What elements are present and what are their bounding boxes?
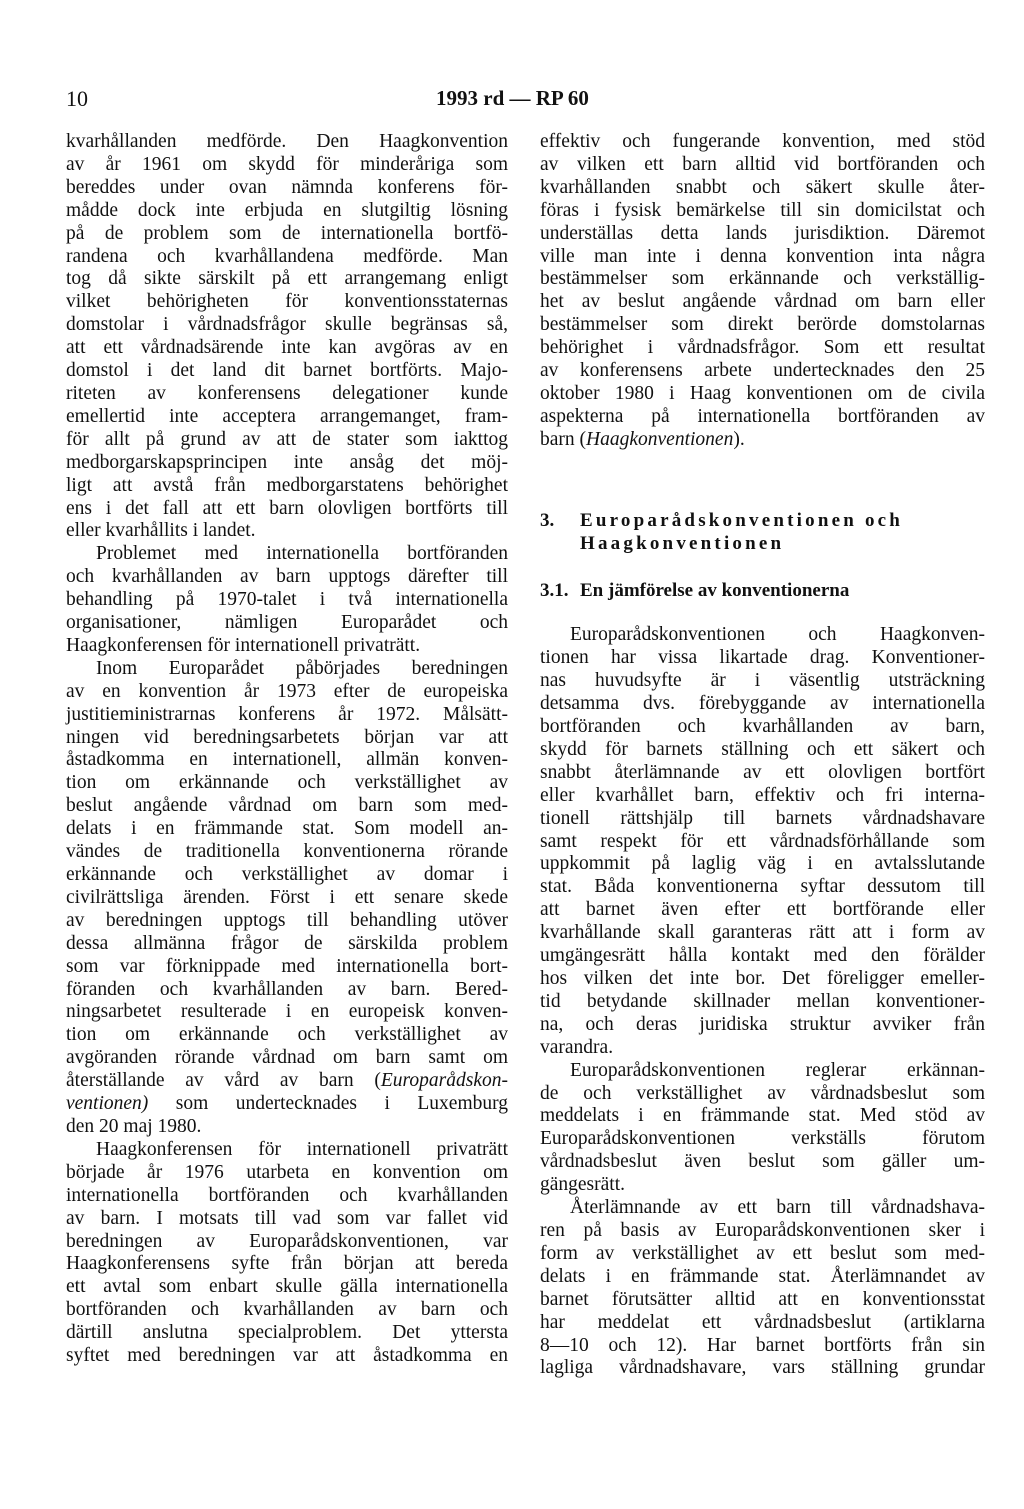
text-line: eller kvarhållits i landet. <box>66 520 256 542</box>
text-line: domstolar i vårdnadsfrågor skulle begränsas så, <box>66 314 508 336</box>
paragraph <box>66 543 508 658</box>
text-line: barnet förutsätter alltid att en konventionsstat <box>540 1288 985 1310</box>
text-line: detsamma dvs. förebyggande av internationella <box>540 693 985 715</box>
text-line: började år 1976 utarbeta en konvention om <box>66 1161 508 1183</box>
text-line: bestämmelser som direkt berörde domstolarnas <box>540 314 985 336</box>
text-line: vändes de traditionella konventionerna rörande <box>66 841 508 863</box>
text-line: meddelats i en främmande stat. Med stöd av <box>540 1105 985 1127</box>
text-line: syftet med beredningen var att åstadkomma en <box>66 1345 508 1367</box>
text-line: kvarhållanden snabbt och säkert skulle åter- <box>540 176 985 198</box>
text-line: av konferensens arbete undertecknades den 25 <box>540 360 985 382</box>
text-line: justitieministrarnas konferens år 1972. Målsätt- <box>66 703 508 725</box>
subsection-number: 3.1. <box>540 579 569 601</box>
text-line: att ett vårdnadsärende inte kan avgöras av en <box>66 337 508 359</box>
page-number: 10 <box>66 86 88 111</box>
text-line: vårdnadsbeslut även beslut som gäller um- <box>540 1151 985 1173</box>
paragraph <box>540 1060 985 1197</box>
text-line: snabbt återlämnande av ett olovligen bortfört <box>540 761 985 783</box>
text-run: som undertecknades i Luxemburg <box>148 1093 508 1115</box>
text-line: domstol i det land dit barnet bortförts. Majo- <box>66 360 508 382</box>
text-line: ens i det fall att ett barn olovligen bortförts till <box>66 497 508 519</box>
text-line: aspekterna på internationella bortföranden av <box>540 405 985 427</box>
text-line: därtill anslutna specialproblem. Det yttersta <box>66 1322 508 1344</box>
text-line: kvarhållanden medförde. Den Haagkonvention <box>66 131 508 152</box>
section-title-line2: Haagkonventionen <box>580 532 785 554</box>
subsection-title: En jämförelse av konventionerna <box>580 579 850 601</box>
text-line: skydd för barnets ställning och ett säkert och <box>540 738 985 760</box>
text-line: kvarhållande skall garanteras rätt att i form av <box>540 922 985 944</box>
text-line: gängesrätt. <box>540 1174 626 1196</box>
text-line: tid betydande skillnader mellan konventioner- <box>540 990 985 1012</box>
text-line: emellertid inte acceptera arrangemanget, fram- <box>66 405 508 427</box>
running-head: 1993 rd — RP 60 <box>436 86 589 110</box>
text-line: het av beslut angående vårdnad om barn eller <box>540 291 985 313</box>
text-line: delats i en främmande stat. Återlämnandet av <box>540 1265 985 1287</box>
text-line: hos vilken det inte bor. Det föreligger emeller- <box>540 968 985 989</box>
text-line: internationella bortföranden och kvarhållanden <box>66 1184 508 1206</box>
text-line: som var förknippade med internationella bort- <box>66 955 508 977</box>
text-line: na, och deras juridiska struktur avviker från <box>540 1013 985 1035</box>
text-line: ren på basis av Europarådskonventionen sker i <box>540 1219 985 1241</box>
text-line: Europarådskonventionen reglerar erkännan- <box>570 1059 985 1081</box>
spacer <box>540 602 985 624</box>
text-line: Inom Europarådet påbörjades beredningen <box>96 657 508 679</box>
text-line: behörighet i vårdnadsfrågor. Som ett resultat <box>540 337 985 359</box>
text-line: ville man inte i denna konvention inta några <box>540 245 985 267</box>
section-title-line1: Europarådskonventionen och <box>580 509 904 531</box>
text-line: bereddes under ovan nämnda konferens för- <box>66 176 508 198</box>
italic-title: Europarådskon- <box>380 1070 508 1092</box>
text-line: beredningen av Europarådskonventionen, var <box>66 1230 508 1252</box>
text-line: vilket behörigheten för konventionsstaternas <box>66 291 508 313</box>
paragraph <box>66 658 508 1139</box>
text-line: av beredningen upptogs till behandling utöver <box>66 909 508 931</box>
text-line: stat. Båda konventionerna syftar dessutom till <box>540 876 985 898</box>
text-line: effektiv och fungerande konvention, med stöd <box>540 131 985 152</box>
paragraph <box>540 1197 985 1380</box>
text-line: beslut angående vårdnad om barn som med- <box>66 795 508 817</box>
text-line: eller kvarhållet barn, effektiv och fri interna- <box>540 784 985 806</box>
text-line: oktober 1980 i Haag konventionen om de civila <box>540 382 985 404</box>
text-run: barn ( <box>540 428 587 450</box>
text-line: 8—10 och 12). Har barnet bortförts från sin <box>540 1334 985 1356</box>
text-line: och kvarhållanden av barn upptogs därefter till <box>66 566 508 588</box>
text-line: föranden och kvarhållanden av barn. Bered- <box>66 978 508 1000</box>
text-line: Europarådskonventionen verkställs förutom <box>540 1128 985 1150</box>
section-heading <box>540 510 985 556</box>
spacer <box>540 452 985 510</box>
paragraph <box>540 131 985 452</box>
text-line: erkännande och verkställighet av domar i <box>66 864 508 885</box>
text-line: samt respekt för ett vårdnadsförhållande som <box>540 830 985 852</box>
text-line: umgängesrätt hålla kontakt med den förälder <box>540 945 985 967</box>
text-line: randena och kvarhållandena medförde. Man <box>66 245 508 267</box>
text-line: av barn. I motsats till vad som var fallet vid <box>66 1207 508 1229</box>
section-heading-line <box>540 510 985 533</box>
text-line: åstadkomma en internationell, allmän konven- <box>66 749 508 771</box>
text-line: lagliga vårdnadshavare, vars ställning grundar <box>540 1357 985 1379</box>
text-line: bortföranden och kvarhållanden av barn och <box>66 1299 508 1321</box>
text-line: av år 1961 om skydd för minderåriga som <box>66 153 508 175</box>
text-line: form av verkställighet av ett beslut som med- <box>540 1242 985 1264</box>
text-line <box>66 1070 508 1093</box>
text-run: ). <box>733 428 745 450</box>
text-line: ligt att avstå från medborgarstatens behörighet <box>66 474 508 496</box>
right-column <box>540 131 985 1380</box>
text-line: Haagkonferensens syfte från början att bereda <box>66 1253 508 1275</box>
text-line: av en konvention år 1973 efter de europeiska <box>66 680 508 702</box>
text-line: av vilken ett barn alltid vid bortföranden och <box>540 153 985 175</box>
text-line: Haagkonferensen för internationell privaträtt <box>96 1138 508 1160</box>
text-line: Återlämnande av ett barn till vårdnadshava- <box>570 1197 985 1219</box>
text-line: Haagkonferensen för internationell privaträtt. <box>66 634 421 656</box>
text-line: delats i en främmande stat. Som modell an- <box>66 818 508 840</box>
text-line <box>66 1093 508 1116</box>
text-line: tion om erkännande och verkställighet av <box>66 1024 508 1046</box>
paragraph <box>66 131 508 543</box>
text-line: på de problem som de internationella bortfö- <box>66 222 508 244</box>
text-line: organisationer, nämligen Europarådet och <box>66 612 508 634</box>
text-line: att barnet även efter ett bortförande eller <box>540 899 985 921</box>
spacer <box>540 556 985 580</box>
left-column <box>66 131 508 1368</box>
text-line: nas huvudsyfte är i väsentlig utsträckning <box>540 670 985 692</box>
subsection-heading <box>540 580 985 603</box>
text-line: bortföranden och kvarhållanden av barn, <box>540 716 985 738</box>
text-line: medborgarskapsprincipen inte ansåg det möj- <box>66 451 508 473</box>
text-line: Europarådskonventionen och Haagkonven- <box>570 624 985 646</box>
text-line: underställas detta lands jurisdiktion. Däremot <box>540 222 985 244</box>
text-line: dessa allmänna frågor de särskilda problem <box>66 932 508 954</box>
text-line: civilrättsliga ärenden. Först i ett senare skede <box>66 886 508 908</box>
paragraph <box>540 624 985 1059</box>
text-line: uppkommit på laglig väg i en avtalsslutande <box>540 853 985 875</box>
text-line <box>540 429 985 452</box>
text-line: ett avtal som enbart skulle gälla internationella <box>66 1276 508 1298</box>
text-line: tog då sikte särskilt på ett arrangemang enligt <box>66 268 508 290</box>
text-line: varandra. <box>540 1036 614 1058</box>
text-line: de och verkställighet av vårdnadsbeslut som <box>540 1082 985 1104</box>
italic-title: ventionen) <box>66 1093 149 1115</box>
text-line: avgöranden rörande vårdnad om barn samt om <box>66 1047 508 1069</box>
paragraph <box>66 1139 508 1368</box>
text-line: bestämmelser som erkännande och verkställig- <box>540 268 985 290</box>
text-line: behandling på 1970-talet i två internationella <box>66 589 508 611</box>
text-line: ningsarbetet resulterade i en europeisk konven- <box>66 1001 508 1023</box>
text-line: den 20 maj 1980. <box>66 1115 202 1137</box>
text-line: mådde dock inte erbjuda en slutgiltig lösning <box>66 199 508 221</box>
text-line: Problemet med internationella bortföranden <box>96 543 508 565</box>
text-line: tionell rättshjälp till barnets vårdnadshavare <box>540 807 985 829</box>
text-line: har meddelat ett vårdnadsbeslut (artiklarna <box>540 1311 985 1333</box>
text-line: tionen har vissa likartade drag. Konventioner- <box>540 647 985 669</box>
text-line: ningen vid beredningsarbetets början var att <box>66 726 508 748</box>
text-line: riteten av konferensens delegationer kunde <box>66 382 508 404</box>
text-line: föras i fysisk bemärkelse till sin domicilstat och <box>540 199 985 221</box>
text-run: återställande av vård av barn ( <box>66 1070 381 1092</box>
section-number: 3. <box>540 509 555 531</box>
italic-title: Haagkonventionen <box>586 428 734 450</box>
text-line: tion om erkännande och verkställighet av <box>66 772 508 794</box>
text-line: för allt på grund av att de stater som iakttog <box>66 428 508 450</box>
